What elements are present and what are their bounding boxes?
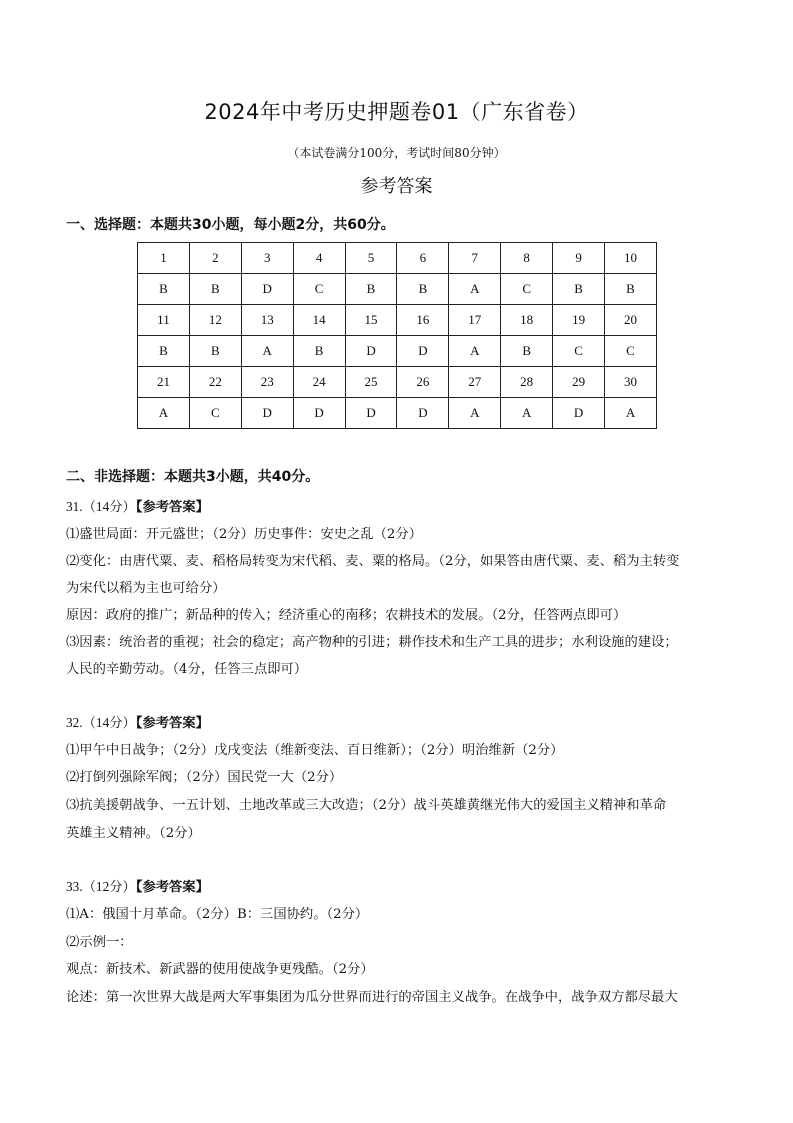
answer-cell: B: [397, 274, 449, 305]
q32-line: ⑶抗美援朝战争、一五计划、土地改革或三大改造；（2分）战斗英雄黄继光伟大的爱国主义精神和革命: [66, 798, 667, 813]
question-number-cell: 21: [138, 367, 190, 398]
answer-cell: C: [501, 274, 553, 305]
q31-line: ⑴盛世局面：开元盛世；（2分）历史事件：安史之乱（2分）: [66, 527, 422, 542]
q31-line: 人民的辛勤劳动。（4分，任答三点即可）: [66, 662, 308, 677]
q31-line: ⑵变化：由唐代粟、麦、稻格局转变为宋代稻、麦、粟的格局。（2分，如果答由唐代粟、麦、稻为主转变: [66, 554, 680, 569]
question-number-cell: 13: [241, 305, 293, 336]
question-number-cell: 23: [241, 367, 293, 398]
answer-cell: D: [293, 398, 345, 429]
question-number-cell: 7: [449, 243, 501, 274]
answer-cell: A: [449, 274, 501, 305]
q32-line: ⑴甲午中日战争；（2分）戊戌变法（维新变法、百日维新）；（2分）明治维新（2分）: [66, 743, 564, 758]
answer-cell: B: [138, 336, 190, 367]
question-number-cell: 25: [345, 367, 397, 398]
answer-heading: 参考答案: [360, 176, 433, 197]
question-number-cell: 9: [553, 243, 605, 274]
question-number-cell: 16: [397, 305, 449, 336]
q32-tag: 【参考答案】: [135, 716, 209, 731]
question-number-cell: 22: [189, 367, 241, 398]
answer-cell: A: [241, 336, 293, 367]
q32-header: [66, 712, 209, 731]
q33-header: [66, 876, 209, 895]
question-number-cell: 10: [605, 243, 657, 274]
question-number-cell: 27: [449, 367, 501, 398]
question-number-cell: 20: [605, 305, 657, 336]
question-number-cell: 26: [397, 367, 449, 398]
answer-cell: D: [397, 398, 449, 429]
question-number-cell: 1: [138, 243, 190, 274]
q33-line: ⑴A：俄国十月革命。（2分）B：三国协约。（2分）: [66, 907, 369, 922]
answer-cell: C: [189, 398, 241, 429]
q32-number: 32.（14分）: [66, 715, 136, 730]
answer-cell: D: [241, 274, 293, 305]
answer-cell: A: [449, 336, 501, 367]
answer-cell: B: [189, 336, 241, 367]
section1-heading: 一、选择题：本题共30小题，每小题2分，共60分。: [66, 217, 395, 233]
question-number-cell: 5: [345, 243, 397, 274]
answer-cell: A: [449, 398, 501, 429]
answer-cell: D: [397, 336, 449, 367]
answer-row: [138, 274, 657, 305]
question-number-cell: 29: [553, 367, 605, 398]
q33-line: 观点：新技术、新武器的使用使战争更残酷。（2分）: [66, 962, 374, 977]
answer-cell: B: [345, 274, 397, 305]
question-number-cell: 18: [501, 305, 553, 336]
answer-cell: B: [189, 274, 241, 305]
question-number-cell: 6: [397, 243, 449, 274]
q32-line: 英雄主义精神。（2分）: [66, 826, 201, 841]
q31-tag: 【参考答案】: [135, 500, 209, 515]
answer-cell: A: [605, 398, 657, 429]
answer-row: [138, 336, 657, 367]
question-number-cell: 19: [553, 305, 605, 336]
answer-cell: D: [345, 398, 397, 429]
question-number-cell: 12: [189, 305, 241, 336]
q33-number: 33.（12分）: [66, 879, 136, 894]
answer-cell: C: [293, 274, 345, 305]
answer-cell: D: [553, 398, 605, 429]
answer-cell: A: [501, 398, 553, 429]
q31-number: 31.（14分）: [66, 499, 136, 514]
answer-row: [138, 398, 657, 429]
q33-line: ⑵示例一：: [66, 935, 133, 950]
answer-cell: C: [553, 336, 605, 367]
q31-line: 为宋代以稻为主也可给分）: [66, 581, 226, 596]
question-number-cell: 14: [293, 305, 345, 336]
answer-cell: B: [138, 274, 190, 305]
answer-cell: B: [553, 274, 605, 305]
question-number-row: [138, 367, 657, 398]
question-number-cell: 2: [189, 243, 241, 274]
answer-cell: D: [241, 398, 293, 429]
q31-line: ⑶因素：统治者的重视；社会的稳定；高产物种的引进；耕作技术和生产工具的进步；水利设施的建设；: [66, 635, 678, 650]
page-title: 2024年中考历史押题卷01（广东省卷）: [204, 100, 589, 124]
exam-subtitle: （本试卷满分100分，考试时间80分钟）: [287, 146, 506, 160]
question-number-cell: 30: [605, 367, 657, 398]
question-number-cell: 17: [449, 305, 501, 336]
answer-cell: A: [138, 398, 190, 429]
question-number-row: [138, 305, 657, 336]
q31-line: 原因：政府的推广；新品种的传入；经济重心的南移；农耕技术的发展。（2分，任答两点即可）: [66, 608, 627, 623]
answer-cell: B: [501, 336, 553, 367]
question-number-cell: 15: [345, 305, 397, 336]
answer-table: [137, 242, 657, 429]
q33-line: 论述：第一次世界大战是两大军事集团为瓜分世界而进行的帝国主义战争。在战争中，战争双方都尽最大: [66, 990, 678, 1005]
section2-heading: 二、非选择题：本题共3小题，共40分。: [66, 469, 320, 485]
answer-cell: B: [605, 274, 657, 305]
question-number-cell: 8: [501, 243, 553, 274]
answer-cell: C: [605, 336, 657, 367]
question-number-cell: 28: [501, 367, 553, 398]
q33-tag: 【参考答案】: [135, 880, 209, 895]
question-number-cell: 3: [241, 243, 293, 274]
question-number-cell: 4: [293, 243, 345, 274]
answer-cell: B: [293, 336, 345, 367]
question-number-cell: 24: [293, 367, 345, 398]
question-number-row: [138, 243, 657, 274]
question-number-cell: 11: [138, 305, 190, 336]
q31-header: [66, 496, 209, 515]
q32-line: ⑵打倒列强除军阀；（2分）国民党一大（2分）: [66, 770, 343, 785]
answer-cell: D: [345, 336, 397, 367]
